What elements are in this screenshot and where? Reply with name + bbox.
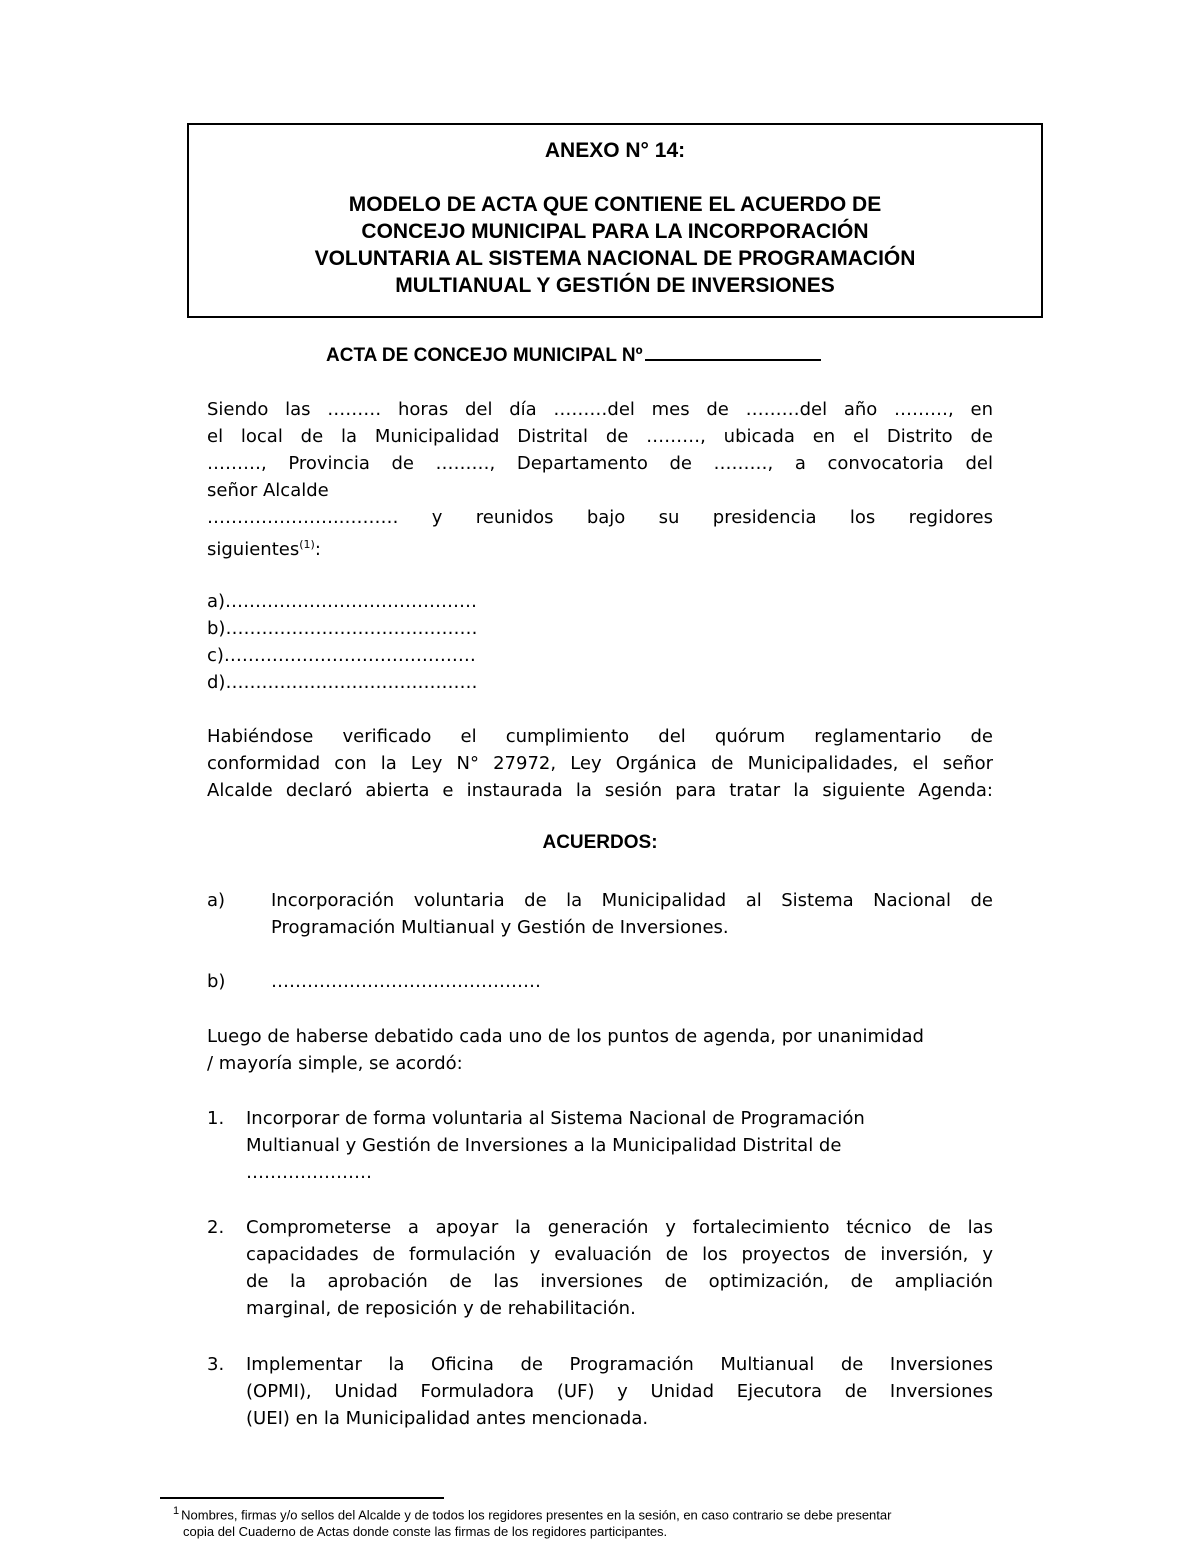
resolution-number-2: 2. (207, 1217, 225, 1238)
intro-line-text: siguientes (207, 539, 300, 560)
acta-number-blank (645, 341, 821, 361)
annex-title-box (187, 123, 1043, 318)
footnote-ref: (1) (299, 538, 315, 551)
debate-line: / mayoría simple, se acordó: (207, 1053, 463, 1074)
debate-line: Luego de haberse debatido cada uno de los puntos de agenda, por unanimidad (207, 1026, 924, 1047)
resolution-item-2 (246, 1214, 993, 1322)
annex-title-line: VOLUNTARIA AL SISTEMA NACIONAL DE PROGRAMACIÓN (314, 247, 916, 270)
intro-paragraph (207, 396, 993, 563)
resolution-number-1: 1. (207, 1108, 225, 1129)
regidor-line-d: d)…………………………………… (207, 672, 478, 693)
regidor-line-c: c)…………………………………… (207, 645, 476, 666)
resolution-line: Multianual y Gestión de Inversiones a la Municipalidad Distrital de (246, 1135, 842, 1156)
intro-line: el local de la Municipalidad Distrital de ………, ubicada en el Distrito de (207, 426, 993, 447)
agenda-label-a: a) (207, 890, 226, 911)
resolution-line: ………………… (246, 1162, 372, 1183)
footnote-line (173, 1503, 1053, 1523)
footnote-line: copia del Cuaderno de Actas donde conste las firmas de los regidores participantes. (183, 1524, 668, 1540)
intro-line: ………, Provincia de ………, Departamento de ………, a convocatoria del (207, 453, 993, 474)
resolution-line: de la aprobación de las inversiones de optimización, de ampliación (246, 1271, 993, 1292)
resolution-line: marginal, de reposición y de rehabilitación. (246, 1298, 636, 1319)
resolution-line: Incorporar de forma voluntaria al Sistema Nacional de Programación (246, 1108, 865, 1129)
intro-line: …………………..……… y reunidos bajo su presidencia los regidores (207, 507, 993, 528)
resolution-line: Implementar la Oficina de Programación Multianual de Inversiones (246, 1354, 993, 1375)
intro-line: señor Alcalde (207, 480, 329, 501)
footnote (173, 1503, 1053, 1540)
annex-number: ANEXO N° 14: (544, 139, 686, 162)
resolution-number-3: 3. (207, 1354, 225, 1375)
debate-paragraph (207, 1023, 1007, 1077)
agenda-line: Incorporación voluntaria de la Municipalidad al Sistema Nacional de (271, 890, 993, 911)
agenda-line: ……………………………………… (271, 971, 541, 992)
quorum-line: Habiéndose verificado el cumplimiento del quórum reglamentario de (207, 726, 993, 747)
resolution-item-1 (246, 1105, 993, 1186)
acuerdos-heading: ACUERDOS: (542, 832, 658, 853)
resolution-line: (OPMI), Unidad Formuladora (UF) y Unidad Ejecutora de Inversiones (246, 1381, 993, 1402)
annex-title-line: MODELO DE ACTA QUE CONTIENE EL ACUERDO DE (348, 193, 882, 216)
agenda-item-b (271, 968, 993, 995)
resolution-line: capacidades de formulación y evaluación de los proyectos de inversión, y (246, 1244, 993, 1265)
acta-heading-text: ACTA DE CONCEJO MUNICIPAL Nº (326, 345, 643, 366)
regidor-line-a: a)…………………………………… (207, 591, 478, 612)
annex-title-line: MULTIANUAL Y GESTIÓN DE INVERSIONES (395, 274, 835, 297)
footnote-separator (160, 1497, 444, 1499)
quorum-line: Alcalde declaró abierta e instaurada la sesión para tratar la siguiente Agenda: (207, 780, 993, 801)
quorum-line: conformidad con la Ley N° 27972, Ley Orgánica de Municipalidades, el señor (207, 753, 993, 774)
acta-heading (326, 341, 821, 368)
intro-line: Siendo las ……… horas del día ………del mes de ………del año ………, en (207, 399, 993, 420)
resolution-line: (UEI) en la Municipalidad antes mencionada. (246, 1408, 649, 1429)
footnote-text: Nombres, firmas y/o sellos del Alcalde y de todos los regidores presentes en la sesión, en caso contrario se debe presentar (181, 1507, 892, 1523)
agenda-line: Programación Multianual y Gestión de Inversiones. (271, 917, 729, 938)
agenda-item-a (271, 887, 993, 941)
annex-title-line: CONCEJO MUNICIPAL PARA LA INCORPORACIÓN (361, 220, 869, 243)
intro-line-tail: : (314, 539, 321, 560)
resolution-item-3 (246, 1351, 993, 1432)
intro-line-last (207, 531, 993, 563)
agenda-label-b: b) (207, 971, 226, 992)
footnote-number: 1 (173, 1505, 180, 1517)
annex-model-title (189, 191, 1041, 299)
quorum-paragraph (207, 723, 993, 804)
regidor-line-b: b)…………………………………… (207, 618, 478, 639)
resolution-line: Comprometerse a apoyar la generación y fortalecimiento técnico de las (246, 1217, 993, 1238)
